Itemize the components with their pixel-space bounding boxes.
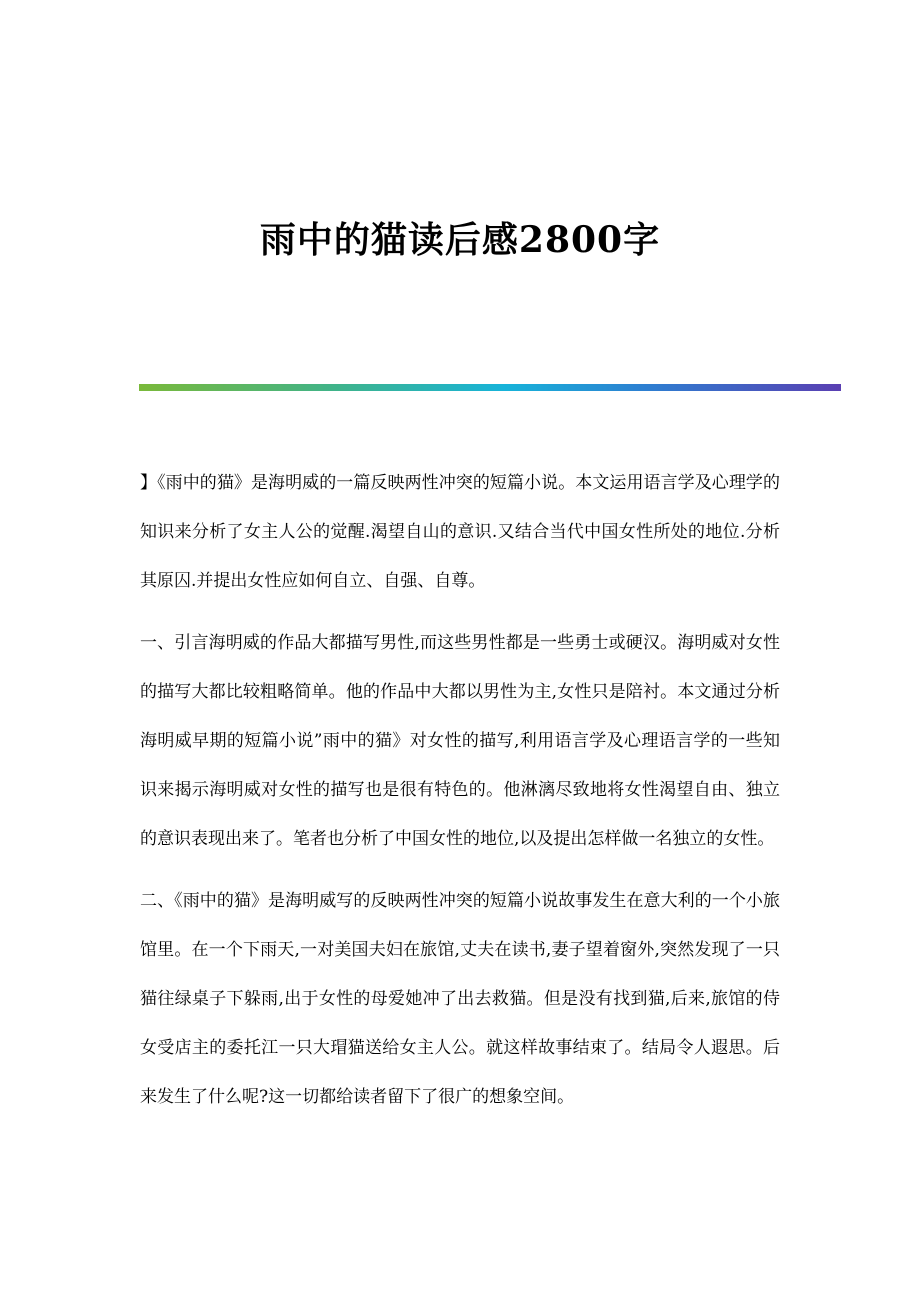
abstract-paragraph: 】《雨中的猫》是海明威的一篇反映两性冲突的短篇小说。本文运用语言学及心理学的知识来分析了女主人公的觉醒.渴望自山的意识.又结合当代中国女性所处的地位.分析其原囚.并提出女性应如何自立、自强、自尊。 xyxy=(140,473,780,591)
title-divider xyxy=(139,384,841,391)
page-title: 雨中的猫读后感2800字 xyxy=(259,219,661,261)
section-1-paragraph: 一、引言海明威的作品大都描写男性,而这些男性都是一些勇士或硬汉。海明威对女性的描写大都比较粗略简单。他的作品中大都以男性为主,女性只是陪衬。本文通过分析海明威早期的短篇小说”雨中的猫》对女性的描写,利用语言学及心理语言学的一些知识来揭示海明威对女性的描写也是很有特色的。他淋漓尽致地将女性渴望自由、独立的意识表现出来了。笔者也分析了中国女性的地位,以及提出怎样做一名独立的女性。 xyxy=(140,633,780,849)
section-2-paragraph: 二、《雨中的猫》是海明威写的反映两性冲突的短篇小说故事发生在意大利的一个小旅馆里。在一个下雨天,一对美国夫妇在旅馆,丈夫在读书,妻子望着窗外,突然发现了一只猫往绿桌子下躲雨,出于女性的母爱她冲了出去救猫。但是没有找到猫,后来,旅馆的侍女受店主的委托江一只大瑁猫送给女主人公。就这样故事结束了。结局令人遐思。后来发生了什么呢?这一切都给读者留下了很广的想象空间。 xyxy=(140,891,780,1107)
article-body xyxy=(140,459,780,1135)
